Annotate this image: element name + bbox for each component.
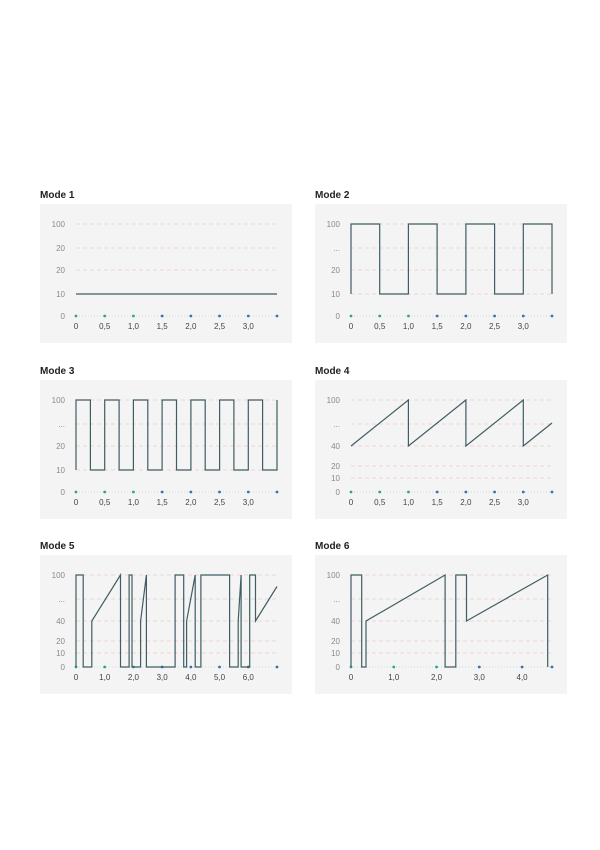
x-tick-label: 3,0 bbox=[517, 498, 529, 507]
y-tick-label: 20 bbox=[56, 637, 65, 646]
x-tick-dot bbox=[189, 315, 192, 318]
x-tick-label: 0 bbox=[348, 673, 354, 682]
x-tick-dot bbox=[247, 315, 250, 318]
x-tick-dot bbox=[103, 315, 106, 318]
x-tick-dot bbox=[75, 315, 78, 318]
x-tick-dot bbox=[247, 491, 250, 494]
chart-title: Mode 2 bbox=[315, 190, 350, 201]
x-tick-label: 3,0 bbox=[242, 322, 254, 331]
x-tick-dot bbox=[493, 315, 496, 318]
plot-panel bbox=[40, 380, 292, 519]
y-tick-label: 10 bbox=[56, 649, 65, 658]
x-tick-label: 5,0 bbox=[214, 673, 226, 682]
x-tick-label: 0 bbox=[73, 673, 79, 682]
x-tick-label: 2,5 bbox=[489, 322, 501, 331]
y-tick-label: 0 bbox=[60, 488, 65, 497]
x-tick-label: 2,0 bbox=[460, 322, 472, 331]
chart-svg bbox=[40, 555, 292, 694]
x-tick-dot bbox=[132, 315, 135, 318]
x-tick-dot bbox=[407, 315, 410, 318]
y-tick-label: 10 bbox=[56, 290, 65, 299]
chart-svg bbox=[315, 204, 567, 343]
x-tick-label: 0,5 bbox=[374, 322, 386, 331]
x-tick-label: 2,5 bbox=[489, 498, 501, 507]
x-tick-label: 6,0 bbox=[242, 673, 254, 682]
y-tick-label: 10 bbox=[331, 474, 340, 483]
y-tick-label: ... bbox=[333, 595, 340, 604]
x-tick-label: 0 bbox=[73, 498, 79, 507]
x-axis-end-dot bbox=[551, 666, 554, 669]
x-axis-end-dot bbox=[551, 491, 554, 494]
y-tick-label: 40 bbox=[331, 442, 340, 451]
chart-title: Mode 3 bbox=[40, 366, 75, 377]
x-tick-label: 1,0 bbox=[127, 322, 139, 331]
y-tick-label: ... bbox=[333, 420, 340, 429]
plot-panel bbox=[315, 555, 567, 694]
x-tick-dot bbox=[189, 666, 192, 669]
x-tick-dot bbox=[521, 666, 524, 669]
y-tick-label: 0 bbox=[335, 663, 340, 672]
chart-svg bbox=[40, 380, 292, 519]
x-tick-label: 1,0 bbox=[99, 673, 111, 682]
x-tick-dot bbox=[464, 491, 467, 494]
x-tick-label: 2,5 bbox=[214, 322, 226, 331]
x-tick-label: 2,5 bbox=[214, 498, 226, 507]
x-axis-end-dot bbox=[276, 666, 279, 669]
y-tick-label: 20 bbox=[56, 244, 65, 253]
y-tick-label: 0 bbox=[60, 312, 65, 321]
x-tick-dot bbox=[464, 315, 467, 318]
y-tick-label: ... bbox=[58, 595, 65, 604]
x-tick-label: 4,0 bbox=[516, 673, 528, 682]
chart-title: Mode 1 bbox=[40, 190, 75, 201]
y-tick-label: 0 bbox=[335, 312, 340, 321]
x-tick-dot bbox=[132, 491, 135, 494]
x-axis-end-dot bbox=[276, 491, 279, 494]
x-tick-dot bbox=[218, 315, 221, 318]
y-tick-label: 20 bbox=[331, 462, 340, 471]
x-tick-label: 2,0 bbox=[185, 498, 197, 507]
x-tick-dot bbox=[392, 666, 395, 669]
x-axis-end-dot bbox=[276, 315, 279, 318]
y-tick-label: 100 bbox=[326, 571, 340, 580]
series-line bbox=[351, 224, 552, 294]
x-tick-label: 4,0 bbox=[185, 673, 197, 682]
x-tick-label: 3,0 bbox=[242, 498, 254, 507]
chart-title: Mode 6 bbox=[315, 541, 350, 552]
x-tick-label: 2,0 bbox=[185, 322, 197, 331]
x-tick-dot bbox=[493, 491, 496, 494]
x-tick-dot bbox=[218, 491, 221, 494]
x-tick-label: 0,5 bbox=[99, 498, 111, 507]
plot-panel bbox=[40, 204, 292, 343]
plot-panel bbox=[315, 380, 567, 519]
y-tick-label: 40 bbox=[56, 617, 65, 626]
x-tick-dot bbox=[189, 491, 192, 494]
x-tick-label: 0,5 bbox=[374, 498, 386, 507]
x-axis-end-dot bbox=[551, 315, 554, 318]
y-tick-label: 20 bbox=[331, 266, 340, 275]
chart-svg bbox=[315, 380, 567, 519]
chart-title: Mode 4 bbox=[315, 366, 350, 377]
chart-svg bbox=[40, 204, 292, 343]
y-tick-label: 100 bbox=[51, 571, 65, 580]
x-tick-label: 1,5 bbox=[156, 322, 168, 331]
x-tick-dot bbox=[350, 315, 353, 318]
y-tick-label: ... bbox=[58, 420, 65, 429]
x-tick-label: 1,0 bbox=[402, 322, 414, 331]
x-tick-dot bbox=[522, 315, 525, 318]
x-tick-dot bbox=[407, 491, 410, 494]
x-tick-label: 3,0 bbox=[156, 673, 168, 682]
x-tick-label: 0 bbox=[73, 322, 79, 331]
x-tick-label: 1,0 bbox=[388, 673, 400, 682]
x-tick-dot bbox=[436, 491, 439, 494]
x-tick-dot bbox=[75, 491, 78, 494]
x-tick-dot bbox=[378, 491, 381, 494]
x-tick-dot bbox=[103, 491, 106, 494]
chart-svg bbox=[315, 555, 567, 694]
x-tick-label: 0 bbox=[348, 322, 354, 331]
x-tick-dot bbox=[522, 491, 525, 494]
x-tick-dot bbox=[103, 666, 106, 669]
y-tick-label: 10 bbox=[331, 649, 340, 658]
y-tick-label: ... bbox=[333, 244, 340, 253]
x-tick-label: 2,0 bbox=[460, 498, 472, 507]
y-tick-label: 100 bbox=[326, 220, 340, 229]
x-tick-dot bbox=[436, 315, 439, 318]
x-tick-dot bbox=[218, 666, 221, 669]
x-tick-dot bbox=[161, 491, 164, 494]
x-tick-dot bbox=[378, 315, 381, 318]
series-line bbox=[76, 400, 277, 470]
x-tick-label: 2,0 bbox=[430, 673, 443, 682]
x-tick-label: 3,0 bbox=[517, 322, 529, 331]
x-tick-label: 1,0 bbox=[127, 498, 139, 507]
x-tick-dot bbox=[478, 666, 481, 669]
x-tick-label: 1,5 bbox=[431, 322, 443, 331]
y-tick-label: 0 bbox=[60, 663, 65, 672]
y-tick-label: 20 bbox=[56, 266, 65, 275]
y-tick-label: 10 bbox=[56, 466, 65, 475]
x-tick-dot bbox=[435, 666, 438, 669]
x-tick-label: 2,0 bbox=[127, 673, 139, 682]
y-tick-label: 100 bbox=[51, 220, 65, 229]
x-tick-label: 1,5 bbox=[156, 498, 168, 507]
x-tick-dot bbox=[350, 491, 353, 494]
x-tick-label: 1,0 bbox=[402, 498, 414, 507]
y-tick-label: 40 bbox=[331, 617, 340, 626]
y-tick-label: 100 bbox=[51, 396, 65, 405]
plot-panel bbox=[315, 204, 567, 343]
x-tick-label: 1,5 bbox=[431, 498, 443, 507]
y-tick-label: 20 bbox=[56, 442, 65, 451]
x-tick-label: 0,5 bbox=[99, 322, 111, 331]
x-tick-dot bbox=[161, 315, 164, 318]
chart-title: Mode 5 bbox=[40, 541, 75, 552]
x-tick-label: 0 bbox=[348, 498, 354, 507]
y-tick-label: 20 bbox=[331, 637, 340, 646]
series-line bbox=[351, 400, 552, 446]
y-tick-label: 10 bbox=[331, 290, 340, 299]
y-tick-label: 100 bbox=[326, 396, 340, 405]
y-tick-label: 0 bbox=[335, 488, 340, 497]
plot-panel bbox=[40, 555, 292, 694]
x-tick-label: 3,0 bbox=[473, 673, 485, 682]
